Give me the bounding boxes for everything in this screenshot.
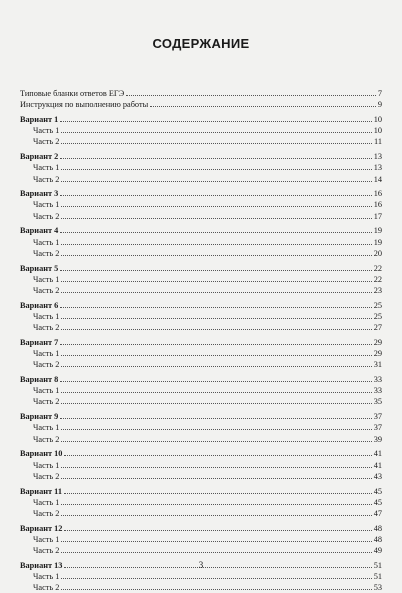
dot-leader [60,225,371,233]
toc-part-entry [20,348,382,359]
toc-part-entry [20,582,382,593]
toc-entry-label: Часть 1 [33,423,60,433]
toc-entry-page: 7 [377,89,382,98]
toc-variant-entry [20,188,382,199]
toc-entry-label: Часть 2 [33,583,60,593]
toc-entry-page: 14 [373,174,382,184]
toc-entry-label: Вариант 4 [20,226,59,236]
toc-entry-label: Вариант 8 [20,375,59,385]
toc-variant-entry [20,225,382,236]
toc-variant-entry [20,300,382,311]
dot-leader [60,411,371,419]
toc-entry-label: Инструкция по выполнению работы [20,100,149,110]
toc-entry-page: 43 [373,471,382,481]
dot-leader [64,523,371,531]
toc-variant-entry [20,448,382,459]
toc-part-entry [20,385,382,396]
toc-entry-page: 51 [373,560,382,570]
toc-entry-label: Часть 2 [33,508,60,518]
dot-leader [64,448,371,456]
toc-entry-label: Часть 2 [33,360,60,370]
toc-entry-page: 49 [373,546,382,556]
dot-leader [61,460,371,468]
toc-entry-page: 25 [373,311,382,321]
dot-leader [61,571,371,579]
toc-entry-page: 41 [373,449,382,459]
dot-leader [60,263,371,271]
toc-entry-page: 48 [373,534,382,544]
dot-leader [126,88,376,96]
toc-entry-label: Вариант 9 [20,412,59,422]
toc-entry-page: 10 [373,114,382,124]
toc-entry-label: Вариант 1 [20,114,59,124]
toc-part-entry [20,497,382,508]
toc-entry-page: 16 [373,189,382,199]
toc-part-entry [20,434,382,445]
toc-entry-label: Часть 1 [33,311,60,321]
toc-variant-entry [20,411,382,422]
toc-part-entry [20,162,382,173]
toc-part-entry [20,359,382,370]
toc-entry-page: 23 [373,285,382,295]
toc-part-entry [20,571,382,582]
toc-entry-page: 9 [377,100,382,110]
toc-entry-page: 29 [373,349,382,359]
toc-part-entry [20,545,382,556]
toc-entry-label: Часть 1 [33,534,60,544]
toc-part-entry [20,174,382,185]
dot-leader [61,582,371,590]
toc-variant-entry [20,151,382,162]
dot-leader [60,300,371,308]
dot-leader [61,248,371,256]
toc-entry-label: Часть 2 [33,174,60,184]
toc-entry-label: Часть 1 [33,163,60,173]
toc-entry-label: Часть 2 [33,397,60,407]
toc-entry-label: Часть 2 [33,285,60,295]
toc-entry-label: Часть 1 [33,237,60,247]
toc-entry-label: Часть 2 [33,471,60,481]
toc-entry-label: Часть 1 [33,460,60,470]
dot-leader [61,199,371,207]
toc-part-entry [20,237,382,248]
dot-leader [60,114,371,122]
dot-leader [61,396,371,404]
toc-entry-page: 51 [373,572,382,582]
toc-entry-label: Вариант 10 [20,449,63,459]
toc-entry-label: Часть 2 [33,248,60,258]
dot-leader [60,151,371,159]
toc-entry-label: Вариант 3 [20,189,59,199]
toc-entry-page: 13 [373,152,382,162]
dot-leader [61,274,371,282]
toc-entry-page: 22 [373,274,382,284]
toc-entry-label: Часть 1 [33,126,60,136]
dot-leader [61,136,372,144]
toc-entry-page: 22 [373,263,382,273]
toc-entry-label: Часть 1 [33,386,60,396]
dot-leader [60,374,371,382]
dot-leader [61,422,371,430]
dot-leader [61,174,371,182]
toc-entry-label: Часть 1 [33,497,60,507]
toc-entry-page: 16 [373,200,382,210]
toc-part-entry [20,534,382,545]
toc-intro-entry [20,88,382,99]
dot-leader [61,125,371,133]
dot-leader [61,534,371,542]
toc-entry-page: 25 [373,300,382,310]
toc-part-entry [20,136,382,147]
toc-part-entry [20,322,382,333]
dot-leader [150,99,376,107]
toc-entry-page: 37 [373,423,382,433]
toc-entry-label: Вариант 7 [20,337,59,347]
dot-leader [61,285,371,293]
toc-entry-page: 20 [373,248,382,258]
dot-leader [61,162,371,170]
dot-leader [61,545,371,553]
toc-entry-page: 29 [373,337,382,347]
dot-leader [61,359,371,367]
toc-part-entry [20,422,382,433]
toc-entry-page: 37 [373,412,382,422]
page-title: СОДЕРЖАНИЕ [152,36,250,51]
toc-part-entry [20,285,382,296]
dot-leader [60,337,371,345]
toc-entry-label: Вариант 12 [20,523,63,533]
toc-entry-label: Вариант 2 [20,152,59,162]
toc-entry-page: 33 [373,375,382,385]
dot-leader [61,508,371,516]
toc-entry-label: Часть 2 [33,434,60,444]
toc-variant-entry [20,263,382,274]
toc-entry-label: Часть 2 [33,211,60,221]
toc-entry-page: 27 [373,323,382,333]
toc-entry-label: Вариант 5 [20,263,59,273]
toc-part-entry [20,460,382,471]
toc-part-entry [20,125,382,136]
toc-part-entry [20,508,382,519]
dot-leader [61,322,371,330]
toc-variant-entry [20,374,382,385]
dot-leader [61,434,371,442]
toc-entry-page: 31 [373,360,382,370]
page-number: 3 [198,560,204,570]
toc-entry-label: Часть 1 [33,200,60,210]
toc-entry-label: Часть 2 [33,323,60,333]
dot-leader [60,188,371,196]
toc-entry-page: 48 [373,523,382,533]
toc-entry-label: Типовые бланки ответов ЕГЭ [20,89,125,98]
toc-entry-label: Часть 1 [33,572,60,582]
toc-entry-page: 53 [373,583,382,593]
toc-part-entry [20,471,382,482]
toc-entry-page: 45 [373,497,382,507]
toc-variant-entry [20,486,382,497]
toc-entry-page: 45 [373,486,382,496]
dot-leader [61,348,371,356]
dot-leader [61,497,371,505]
dot-leader [61,311,371,319]
dot-leader [64,486,372,494]
toc-entry-label: Часть 2 [33,137,60,147]
toc-entry-label: Вариант 6 [20,300,59,310]
table-of-contents [20,88,382,593]
toc-entry-page: 19 [373,237,382,247]
toc-entry-page: 13 [373,163,382,173]
dot-leader [61,211,371,219]
toc-entry-page: 41 [373,460,382,470]
toc-part-entry [20,211,382,222]
toc-variant-entry [20,337,382,348]
toc-entry-label: Часть 2 [33,546,60,556]
toc-entry-page: 11 [374,137,382,147]
toc-entry-page: 39 [373,434,382,444]
toc-entry-label: Часть 1 [33,274,60,284]
toc-part-entry [20,199,382,210]
toc-entry-page: 47 [373,508,382,518]
toc-entry-page: 10 [373,126,382,136]
toc-entry-page: 33 [373,386,382,396]
toc-variant-entry [20,523,382,534]
toc-variant-entry [20,114,382,125]
toc-entry-page: 19 [373,226,382,236]
dot-leader [61,471,371,479]
toc-entry-label: Часть 1 [33,349,60,359]
toc-entry-page: 17 [373,211,382,221]
dot-leader [61,237,371,245]
toc-part-entry [20,248,382,259]
toc-part-entry [20,274,382,285]
toc-intro-entry [20,99,382,110]
toc-part-entry [20,396,382,407]
toc-part-entry [20,311,382,322]
toc-entry-page: 35 [373,397,382,407]
toc-entry-label: Вариант 13 [20,560,63,570]
dot-leader [61,385,371,393]
toc-entry-label: Вариант 11 [20,486,62,496]
